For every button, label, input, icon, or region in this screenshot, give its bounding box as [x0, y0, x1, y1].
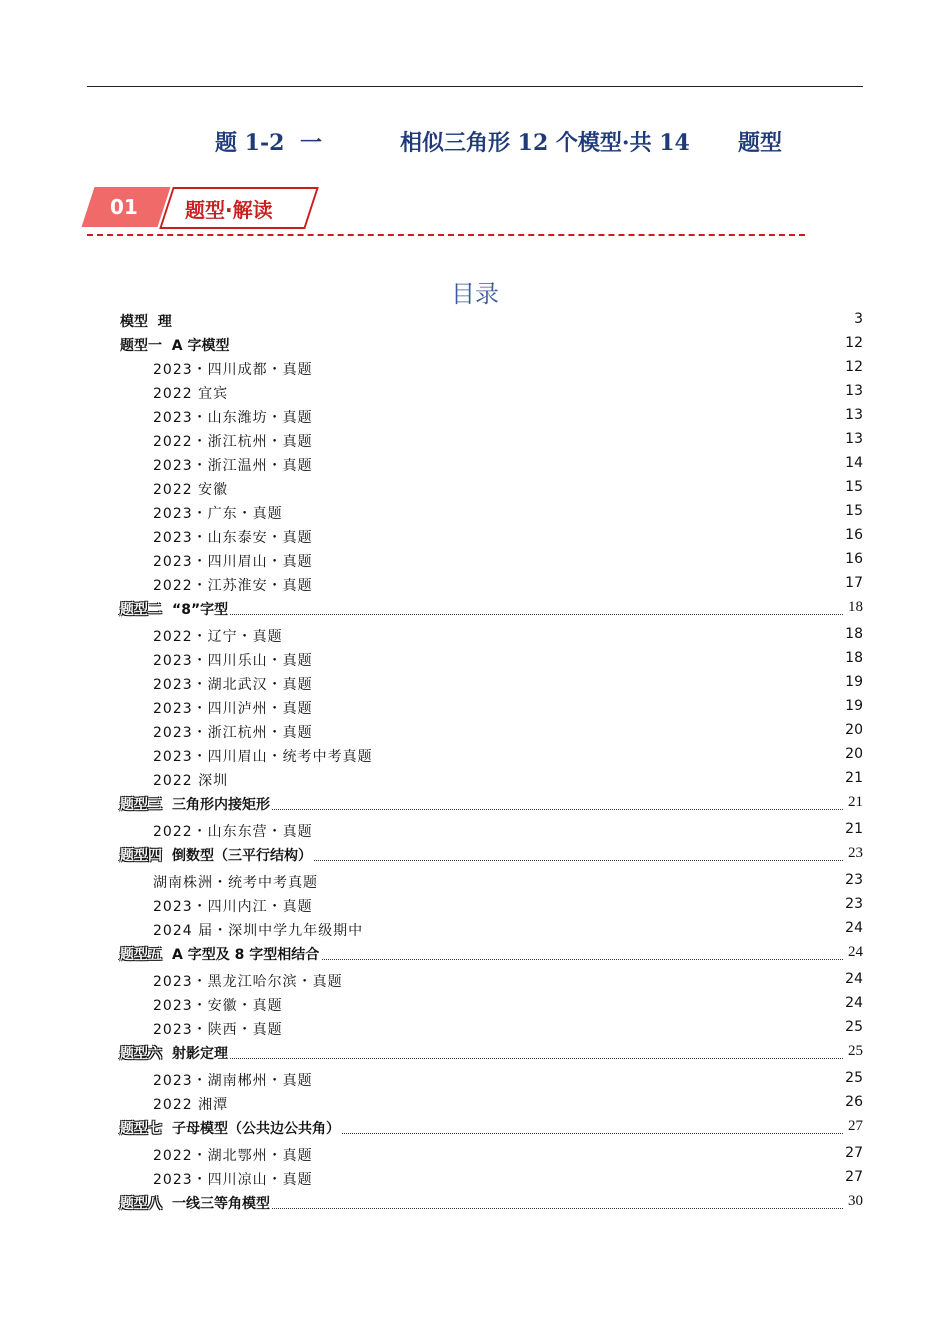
toc-entry[interactable]	[118, 1070, 863, 1092]
toc-entry[interactable]	[118, 335, 863, 357]
toc-section-tag: 题型六	[120, 1046, 162, 1062]
toc-section-tag: 题型七	[120, 1121, 162, 1137]
toc-entry-label	[120, 1193, 272, 1213]
toc-entry-label: 2024 届・深圳中学九年级期中	[153, 923, 364, 939]
toc-entry-label: 2022・江苏淮安・真题	[153, 578, 313, 594]
toc-entry-page: 12	[845, 335, 863, 351]
toc-entry-label: 2023・浙江杭州・真题	[153, 725, 313, 741]
title-part-2: 一	[300, 130, 323, 156]
toc-entry-page: 25	[845, 1019, 863, 1035]
toc-entry-page: 27	[848, 1118, 863, 1134]
toc-entry[interactable]	[118, 944, 863, 966]
toc-entry[interactable]	[118, 1043, 863, 1065]
toc-entry[interactable]	[118, 383, 863, 405]
toc-entry-label	[120, 845, 314, 865]
toc-entry-page: 26	[845, 1094, 863, 1110]
toc-entry-page: 18	[845, 626, 863, 642]
dashed-divider	[87, 234, 805, 236]
toc-entry-label: 2023・四川泸州・真题	[153, 701, 313, 717]
toc-entry-label	[120, 1043, 230, 1063]
toc-entry-page: 21	[845, 770, 863, 786]
toc-entry-page: 13	[845, 383, 863, 399]
toc-entry-page: 15	[845, 503, 863, 519]
toc-entry[interactable]	[118, 626, 863, 648]
toc-entry[interactable]	[118, 920, 863, 942]
toc-entry-page: 21	[845, 821, 863, 837]
toc-entry[interactable]	[118, 479, 863, 501]
toc-entry[interactable]	[118, 431, 863, 453]
toc-entry[interactable]	[118, 674, 863, 696]
toc-entry[interactable]	[118, 1118, 863, 1140]
toc-entry[interactable]	[118, 1193, 863, 1215]
toc-entry-label: 2022・浙江杭州・真题	[153, 434, 313, 450]
toc-section-title: A 字型及 8 字型相结合	[172, 947, 320, 963]
badge-number: 01	[110, 195, 138, 219]
toc-entry-label: 2023・湖南郴州・真题	[153, 1073, 313, 1089]
toc-entry-label: 湖南株洲・统考中考真题	[153, 875, 318, 891]
toc-entry[interactable]	[118, 599, 863, 621]
toc-entry[interactable]	[118, 1145, 863, 1167]
toc-entry[interactable]	[118, 311, 863, 333]
toc-entry[interactable]	[118, 821, 863, 843]
toc-entry-page: 17	[845, 575, 863, 591]
toc-entry[interactable]	[118, 722, 863, 744]
toc-entry-label: 2022 深圳	[153, 773, 229, 789]
toc-entry-label: 2023・广东・真题	[153, 506, 283, 522]
toc-section-tag: 题型四	[120, 848, 162, 864]
toc-entry-label: 2022・湖北鄂州・真题	[153, 1148, 313, 1164]
toc-section-tag: 题型八	[120, 1196, 162, 1212]
toc-entry-label: 2023・四川内江・真题	[153, 899, 313, 915]
toc-entry-label: 2023・湖北武汉・真题	[153, 677, 313, 693]
toc-section-tag: 题型二	[120, 602, 162, 618]
toc-entry-page: 25	[848, 1043, 863, 1059]
toc-entry-label	[120, 599, 230, 619]
toc-entry[interactable]	[118, 896, 863, 918]
toc-entry-label: 2022・辽宁・真题	[153, 629, 283, 645]
toc-entry-label	[120, 794, 272, 814]
toc-entry[interactable]	[118, 503, 863, 525]
toc-entry[interactable]	[118, 407, 863, 429]
toc-entry-label: 2023・山东潍坊・真题	[153, 410, 313, 426]
toc-entry-label: 2023・四川乐山・真题	[153, 653, 313, 669]
toc-entry-page: 24	[845, 920, 863, 936]
toc-entry[interactable]	[118, 527, 863, 549]
toc-entry-label: 2023・浙江温州・真题	[153, 458, 313, 474]
toc-entry-label	[120, 944, 321, 964]
toc-entry[interactable]	[118, 455, 863, 477]
top-rule	[87, 86, 863, 87]
toc-entry-page: 18	[845, 650, 863, 666]
toc-entry[interactable]	[118, 359, 863, 381]
toc-section-title: 三角形内接矩形	[172, 797, 270, 813]
toc-entry-page: 19	[845, 698, 863, 714]
toc-entry[interactable]	[118, 746, 863, 768]
toc-entry[interactable]	[118, 698, 863, 720]
toc-entry[interactable]	[118, 971, 863, 993]
toc-entry-page: 13	[845, 431, 863, 447]
toc-entry-label: 题型一 A 字模型	[120, 338, 230, 354]
toc-heading: 目录	[451, 280, 499, 308]
toc-entry-page: 16	[845, 527, 863, 543]
toc-entry-label: 2022 宜宾	[153, 386, 229, 402]
toc-entry-label: 2023・安徽・真题	[153, 998, 283, 1014]
toc-entry-page: 12	[845, 359, 863, 375]
toc-entry[interactable]	[118, 872, 863, 894]
toc-section-title: 子母模型（公共边公共角）	[172, 1121, 340, 1137]
toc-entry-page: 3	[854, 311, 863, 327]
toc-entry-page: 15	[845, 479, 863, 495]
toc-entry-page: 14	[845, 455, 863, 471]
toc-entry-page: 13	[845, 407, 863, 423]
toc-section-title: “8”字型	[172, 602, 229, 618]
toc-section-title: 一线三等角模型	[172, 1196, 270, 1212]
toc-entry-label: 2022・山东东营・真题	[153, 824, 313, 840]
toc-entry-label: 2023・四川成都・真题	[153, 362, 313, 378]
toc-entry-label: 2023・黑龙江哈尔滨・真题	[153, 974, 343, 990]
badge-label: 题型·解读	[185, 198, 273, 222]
toc-entry[interactable]	[118, 650, 863, 672]
toc-entry-page: 16	[845, 551, 863, 567]
toc-entry-label: 2023・山东泰安・真题	[153, 530, 313, 546]
toc-section-title: 倒数型（三平行结构）	[172, 848, 312, 864]
toc-entry-page: 21	[848, 794, 863, 810]
toc-entry-label: 模型 理	[120, 314, 172, 330]
toc-entry-page: 23	[845, 896, 863, 912]
toc-entry-page: 24	[845, 995, 863, 1011]
toc-entry-page: 24	[845, 971, 863, 987]
toc-entry-page: 23	[845, 872, 863, 888]
title-part-3: 相似三角形 12 个模型·共 14	[400, 130, 690, 156]
title-part-1: 题 1-2	[215, 130, 285, 156]
toc-section-tag: 题型五	[120, 947, 162, 963]
toc-entry-page: 19	[845, 674, 863, 690]
toc-entry[interactable]	[118, 845, 863, 867]
toc-entry-label: 2023・四川眉山・真题	[153, 554, 313, 570]
toc-entry-page: 27	[845, 1169, 863, 1185]
toc-entry-page: 27	[845, 1145, 863, 1161]
toc-entry-page: 24	[848, 944, 863, 960]
toc-section-title: 射影定理	[172, 1046, 228, 1062]
toc-entry-page: 18	[848, 599, 863, 615]
toc-entry-page: 20	[845, 746, 863, 762]
toc-entry[interactable]	[118, 575, 863, 597]
toc-entry[interactable]	[118, 1094, 863, 1116]
toc-entry[interactable]	[118, 551, 863, 573]
toc-section-tag: 题型三	[120, 797, 162, 813]
toc-entry[interactable]	[118, 1169, 863, 1191]
toc-entry-page: 23	[848, 845, 863, 861]
toc-entry[interactable]	[118, 1019, 863, 1041]
toc-entry[interactable]	[118, 995, 863, 1017]
title-part-4: 题型	[738, 130, 783, 156]
toc-entry[interactable]	[118, 770, 863, 792]
toc-entry-page: 30	[848, 1193, 863, 1209]
toc-entry-label: 2023・陕西・真题	[153, 1022, 283, 1038]
toc-entry-label: 2022 安徽	[153, 482, 229, 498]
toc-entry[interactable]	[118, 794, 863, 816]
toc-entry-page: 20	[845, 722, 863, 738]
toc-entry-label: 2023・四川凉山・真题	[153, 1172, 313, 1188]
toc-entry-label	[120, 1118, 342, 1138]
toc-entry-page: 25	[845, 1070, 863, 1086]
toc-entry-label: 2022 湘潭	[153, 1097, 229, 1113]
toc-entry-label: 2023・四川眉山・统考中考真题	[153, 749, 373, 765]
section-badge	[88, 187, 328, 227]
